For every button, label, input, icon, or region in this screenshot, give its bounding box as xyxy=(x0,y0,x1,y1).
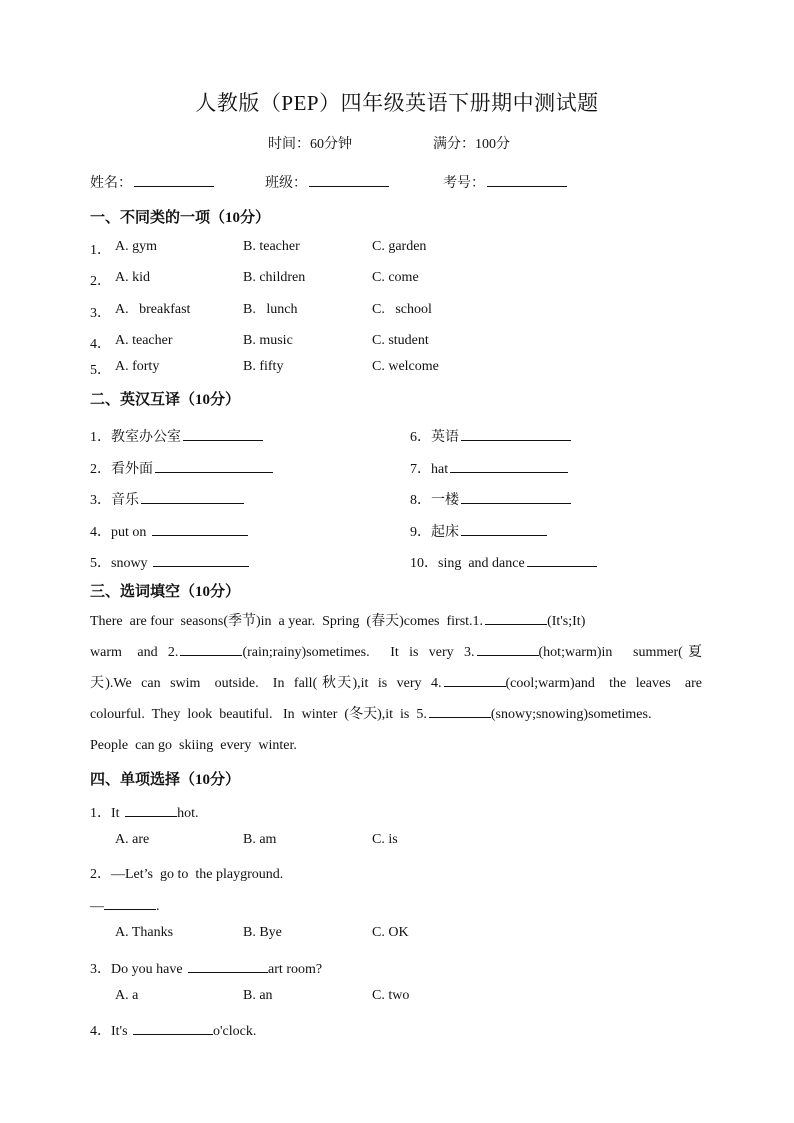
s1-q3-option-a: A. breakfast xyxy=(115,302,191,317)
cloze-blank-2[interactable] xyxy=(180,640,242,656)
s4-q3-option-b: B. an xyxy=(243,988,273,1003)
exam-time: 时间：60分钟 xyxy=(268,137,352,152)
s4-q3: 3．Do you have art room? xyxy=(90,957,322,978)
name-blank[interactable] xyxy=(134,171,214,187)
s1-q3-num: 3． xyxy=(90,306,111,321)
s4-q1-option-c: C. is xyxy=(372,832,398,847)
page-title: 人教版（PEP）四年级英语下册期中测试题 xyxy=(195,91,599,115)
section4-heading: 四、单项选择（10分） xyxy=(90,772,241,788)
s4-q4: 4．It's o'clock. xyxy=(90,1019,256,1040)
cloze-blank-4[interactable] xyxy=(444,671,506,687)
s1-q4-num: 4． xyxy=(90,337,111,352)
cloze-blank-5[interactable] xyxy=(429,702,491,718)
section1-heading: 一、不同类的一项（10分） xyxy=(90,210,271,226)
s2-blank-9[interactable] xyxy=(461,520,547,536)
s4-q1: 1．It hot. xyxy=(90,801,198,822)
s4-q1-blank[interactable] xyxy=(125,801,177,817)
s1-q4-option-a: A. teacher xyxy=(115,333,173,348)
cloze-passage: There are four seasons(季节)in a year. Spring (春天)comes first.1. (It's;It) warm and 2. (rain;rainy)sometimes. It is very 3. (hot;warm)in summer( 夏天).We can swim outside. In fall( 秋天),it is very 4. (cool;warm)and the leaves are colourful. They look beautiful. In winter (冬天),it is 5. (snowy;snowing)sometimes. People can go skiing every winter. xyxy=(90,606,702,761)
s1-q1-option-a: A. gym xyxy=(115,239,157,254)
s2-item-2: 2．看外面 xyxy=(90,457,273,478)
s2-item-9: 9．起床 xyxy=(410,520,547,541)
class-label: 班级： xyxy=(265,176,307,191)
s1-q1-option-b: B. teacher xyxy=(243,239,300,254)
s4-q3-option-c: C. two xyxy=(372,988,410,1003)
s2-blank-4[interactable] xyxy=(152,520,248,536)
s2-blank-6[interactable] xyxy=(461,425,571,441)
s1-q1-option-c: C. garden xyxy=(372,239,427,254)
s1-q5-option-b: B. fifty xyxy=(243,359,284,374)
s2-blank-2[interactable] xyxy=(155,457,273,473)
s4-q1-option-b: B. am xyxy=(243,832,277,847)
s4-q3-blank[interactable] xyxy=(188,957,268,973)
s2-item-1: 1．教室办公室 xyxy=(90,425,263,446)
s4-q2-option-a: A. Thanks xyxy=(115,925,174,940)
s1-q2-option-b: B. children xyxy=(243,270,306,285)
s4-q2-option-c: C. OK xyxy=(372,925,409,940)
name-label: 姓名： xyxy=(90,176,132,191)
s1-q1-num: 1． xyxy=(90,243,111,258)
s1-q4-option-c: C. student xyxy=(372,333,429,348)
s4-q4-blank[interactable] xyxy=(133,1019,213,1035)
s2-blank-1[interactable] xyxy=(183,425,263,441)
class-field xyxy=(265,171,389,192)
s4-q2-blank[interactable] xyxy=(104,894,156,910)
class-blank[interactable] xyxy=(309,171,389,187)
s4-q1-option-a: A. are xyxy=(115,832,150,847)
exam-score: 满分：100分 xyxy=(433,137,510,152)
s2-item-10: 10．sing and dance xyxy=(410,551,597,572)
s4-q2-answer: — . xyxy=(90,894,160,915)
s4-q3-option-a: A. a xyxy=(115,988,139,1003)
name-field xyxy=(90,171,214,192)
s1-q3-option-c: C. school xyxy=(372,302,432,317)
s2-item-5: 5．snowy xyxy=(90,551,249,572)
s1-q4-option-b: B. music xyxy=(243,333,293,348)
s2-blank-3[interactable] xyxy=(141,488,244,504)
s2-item-4: 4．put on xyxy=(90,520,248,541)
s4-q2-option-b: B. Bye xyxy=(243,925,282,940)
number-field xyxy=(443,171,567,192)
s2-blank-5[interactable] xyxy=(153,551,249,567)
cloze-blank-3[interactable] xyxy=(477,640,539,656)
s2-blank-7[interactable] xyxy=(450,457,568,473)
s1-q3-option-b: B. lunch xyxy=(243,302,298,317)
s1-q5-option-a: A. forty xyxy=(115,359,160,374)
s4-q2: 2．—Let’s go to the playground. xyxy=(90,867,284,882)
s1-q2-num: 2． xyxy=(90,274,111,289)
s2-item-6: 6．英语 xyxy=(410,425,571,446)
s1-q2-option-c: C. come xyxy=(372,270,419,285)
s2-blank-8[interactable] xyxy=(461,488,571,504)
section3-heading: 三、选词填空（10分） xyxy=(90,584,241,600)
s2-item-7: 7．hat xyxy=(410,457,568,478)
s2-blank-10[interactable] xyxy=(527,551,597,567)
number-label: 考号： xyxy=(443,176,485,191)
s2-item-8: 8．一楼 xyxy=(410,488,571,509)
s1-q2-option-a: A. kid xyxy=(115,270,150,285)
s1-q5-num: 5． xyxy=(90,363,111,378)
cloze-blank-1[interactable] xyxy=(485,609,547,625)
section2-heading: 二、英汉互译（10分） xyxy=(90,392,241,408)
s2-item-3: 3．音乐 xyxy=(90,488,244,509)
s1-q5-option-c: C. welcome xyxy=(372,359,439,374)
number-blank[interactable] xyxy=(487,171,567,187)
